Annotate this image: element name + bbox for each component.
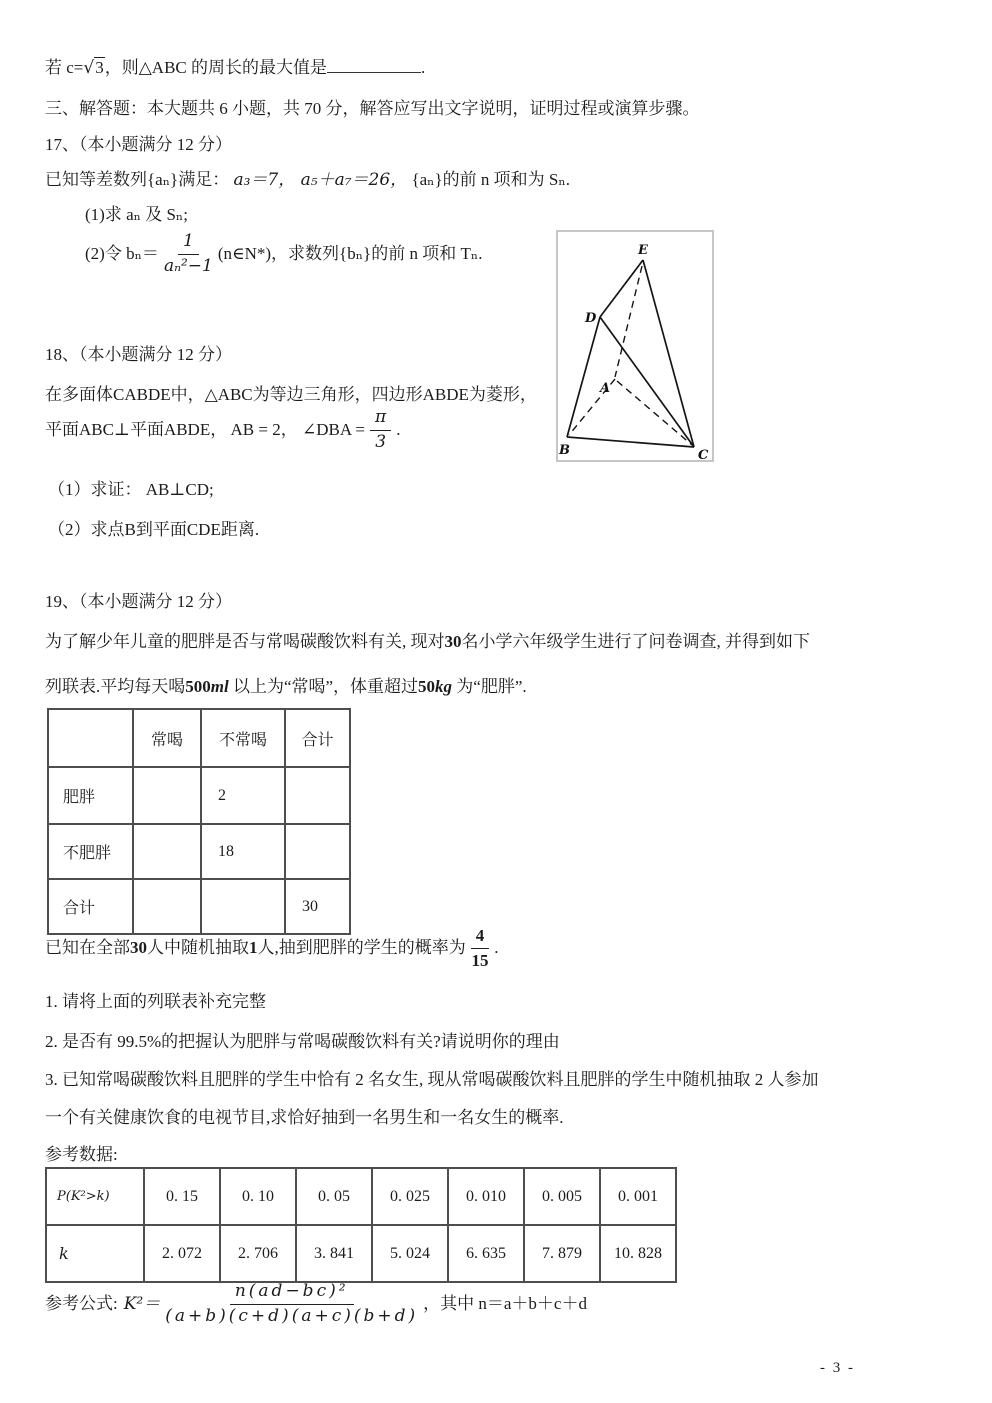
q18-line2-pre: 平面ABC⊥平面ABDE， AB = 2， ∠DBA = [45, 420, 366, 440]
q19-volume-value: 500 [185, 677, 211, 696]
q17-given-pre: 已知等差数列{aₙ}满足： [45, 170, 234, 189]
q19-line1-pre: 为了解少年儿童的肥胖是否与常喝碳酸饮料有关, 现对 [45, 632, 445, 651]
q18-fraction-denominator: 3 [375, 431, 387, 452]
probability-sentence [45, 926, 499, 970]
q17-part2-pre: (2)令 bₙ＝ [85, 244, 159, 264]
fill-in-tail: . [421, 58, 426, 77]
ref-p-value: 0. 10 [220, 1168, 296, 1225]
reference-data-label: 参考数据: [45, 1145, 118, 1164]
fill-in-question [45, 55, 425, 80]
ref-p-value: 0. 05 [296, 1168, 372, 1225]
formula-fraction [165, 1282, 418, 1326]
cell-bufeipang-changhe [133, 824, 201, 879]
ref-header-p: P(K²>k) [46, 1168, 144, 1225]
prob-fraction-numerator: 4 [471, 926, 490, 949]
table-row [48, 824, 350, 879]
ref-k-value: 2. 706 [220, 1225, 296, 1282]
contingency-table [47, 708, 351, 935]
q18-fraction-numerator: π [370, 408, 391, 431]
q19-line1-count: 30 [444, 632, 462, 651]
reference-data-table [45, 1167, 677, 1283]
ref-p-value: 0. 005 [524, 1168, 600, 1225]
q18-line2-tail: . [396, 420, 401, 440]
ref-k-value: 6. 635 [448, 1225, 524, 1282]
q17-fraction-denominator: aₙ²−1 [163, 255, 213, 276]
header-cell-changhe: 常喝 [133, 709, 201, 767]
prob-total: 30 [130, 938, 147, 958]
question-18-title: 18、（本小题满分 12 分） [45, 345, 232, 364]
row-label-heji: 合计 [48, 879, 133, 934]
cell-heji-total: 30 [285, 879, 350, 934]
q17-part2-post: 求数列{bₙ}的前 n 项和 Tₙ. [288, 244, 483, 264]
page-number: - 3 - [820, 1360, 855, 1376]
q19-line2-pre: 列联表.平均每天喝 [45, 677, 186, 696]
formula-denominator: (a+b)(c+d)(a+c)(b+d) [165, 1305, 419, 1326]
ref-k-value: 5. 024 [372, 1225, 448, 1282]
q19-line2-mid: 以上为“常喝”，体重超过 [228, 677, 419, 696]
vertex-label-c: C [698, 448, 709, 460]
q19-weight-value: 50 [418, 677, 436, 696]
prob-draw-count: 1 [249, 938, 258, 958]
fill-in-pre: 若 c= [45, 58, 84, 77]
probability-fraction [471, 926, 490, 970]
question-18-line2 [45, 408, 400, 452]
question-17-part2 [85, 232, 482, 276]
q18-fraction [370, 408, 391, 452]
tetrahedron-diagram [558, 232, 712, 460]
sqrt-sign: √ [83, 58, 95, 78]
cell-bufeipang-buchanghe: 18 [201, 824, 285, 879]
header-cell-empty [48, 709, 133, 767]
ref-p-value: 0. 001 [600, 1168, 676, 1225]
vertex-label-a: A [600, 381, 611, 396]
question-17-part1: (1)求 aₙ 及 Sₙ; [85, 205, 189, 224]
vertex-label-d: D [585, 311, 597, 326]
ref-p-value: 0. 15 [144, 1168, 220, 1225]
section-heading: 三、解答题：本大题共 6 小题，共 70 分，解答应写出文字说明，证明过程或演算步骤。 [45, 99, 700, 118]
question-18-part2: （2）求点B到平面CDE距离. [48, 520, 260, 539]
subquestion-2: 2. 是否有 99.5%的把握认为肥胖与常喝碳酸饮料有关?请说明你的理由 [45, 1032, 560, 1051]
formula-label: 参考公式: [45, 1294, 118, 1314]
formula-tail: ，其中 n＝a＋b＋c＋d [423, 1294, 587, 1314]
formula-lhs: K²＝ [123, 1294, 161, 1315]
ref-p-value: 0. 025 [372, 1168, 448, 1225]
fill-in-post: ，则△ABC 的周长的最大值是 [104, 58, 328, 77]
question-19-line2 [45, 675, 527, 699]
ref-k-value: 3. 841 [296, 1225, 372, 1282]
vertex-label-b: B [559, 443, 570, 458]
reference-formula [45, 1282, 587, 1326]
prob-fraction-denominator: 15 [471, 950, 489, 970]
q19-line1-post: 名小学六年级学生进行了问卷调查, 并得到如下 [461, 632, 810, 651]
formula-numerator: n(ad−bc)² [230, 1282, 354, 1305]
table-row [48, 767, 350, 824]
header-cell-heji: 合计 [285, 709, 350, 767]
q19-weight-unit: kg [435, 677, 453, 696]
answer-blank [327, 55, 421, 73]
ref-header-k: k [46, 1225, 144, 1282]
question-19-line1 [45, 630, 810, 654]
ref-k-value: 7. 879 [524, 1225, 600, 1282]
q17-given-post: {aₙ}的前 n 项和为 Sₙ. [407, 170, 570, 189]
q17-fraction-numerator: 1 [178, 232, 199, 255]
question-18-part1: （1）求证： AB⊥CD; [48, 480, 214, 499]
question-17-given [45, 168, 570, 192]
vertex-label-e: E [638, 243, 648, 258]
table-header-row [48, 709, 350, 767]
q17-fraction [164, 232, 213, 276]
prob-pre: 已知在全部 [45, 938, 130, 958]
row-label-bufeipang: 不肥胖 [48, 824, 133, 879]
table-row [46, 1168, 676, 1225]
subquestion-1: 1. 请将上面的列联表补充完整 [45, 992, 266, 1011]
question-17-title: 17、（本小题满分 12 分） [45, 135, 232, 154]
subquestion-3-line1: 3. 已知常喝碳酸饮料且肥胖的学生中恰有 2 名女生, 现从常喝碳酸饮料且肥胖的学生中随机抽取 2 人参加 [45, 1070, 819, 1089]
question-18-line1: 在多面体CABDE中，△ABC为等边三角形，四边形ABDE为菱形， [45, 385, 537, 404]
table-row [46, 1225, 676, 1282]
cell-feipang-buchanghe: 2 [201, 767, 285, 824]
question-19-title: 19、（本小题满分 12 分） [45, 592, 232, 611]
q17-part2-mid: (n∈N*)， [217, 244, 289, 264]
solid-geometry-figure [556, 230, 714, 462]
subquestion-3-line2: 一个有关健康饮食的电视节目,求恰好抽到一名男生和一名女生的概率. [45, 1108, 564, 1127]
ref-k-value: 10. 828 [600, 1225, 676, 1282]
cell-feipang-changhe [133, 767, 201, 824]
prob-tail: . [494, 938, 499, 958]
prob-mid2: 人,抽到肥胖的学生的概率为 [257, 938, 466, 958]
ref-k-value: 2. 072 [144, 1225, 220, 1282]
cell-bufeipang-heji [285, 824, 350, 879]
q19-volume-unit: ml [210, 677, 229, 696]
header-cell-buchanghe: 不常喝 [201, 709, 285, 767]
sqrt-radicand: 3 [95, 58, 104, 77]
q17-given-math: a₃＝7， a₅＋a₇＝26， [233, 170, 408, 190]
prob-mid1: 人中随机抽取 [147, 938, 249, 958]
row-label-feipang: 肥胖 [48, 767, 133, 824]
cell-feipang-heji [285, 767, 350, 824]
ref-p-value: 0. 010 [448, 1168, 524, 1225]
q19-line2-post: 为“肥胖”. [452, 677, 527, 696]
